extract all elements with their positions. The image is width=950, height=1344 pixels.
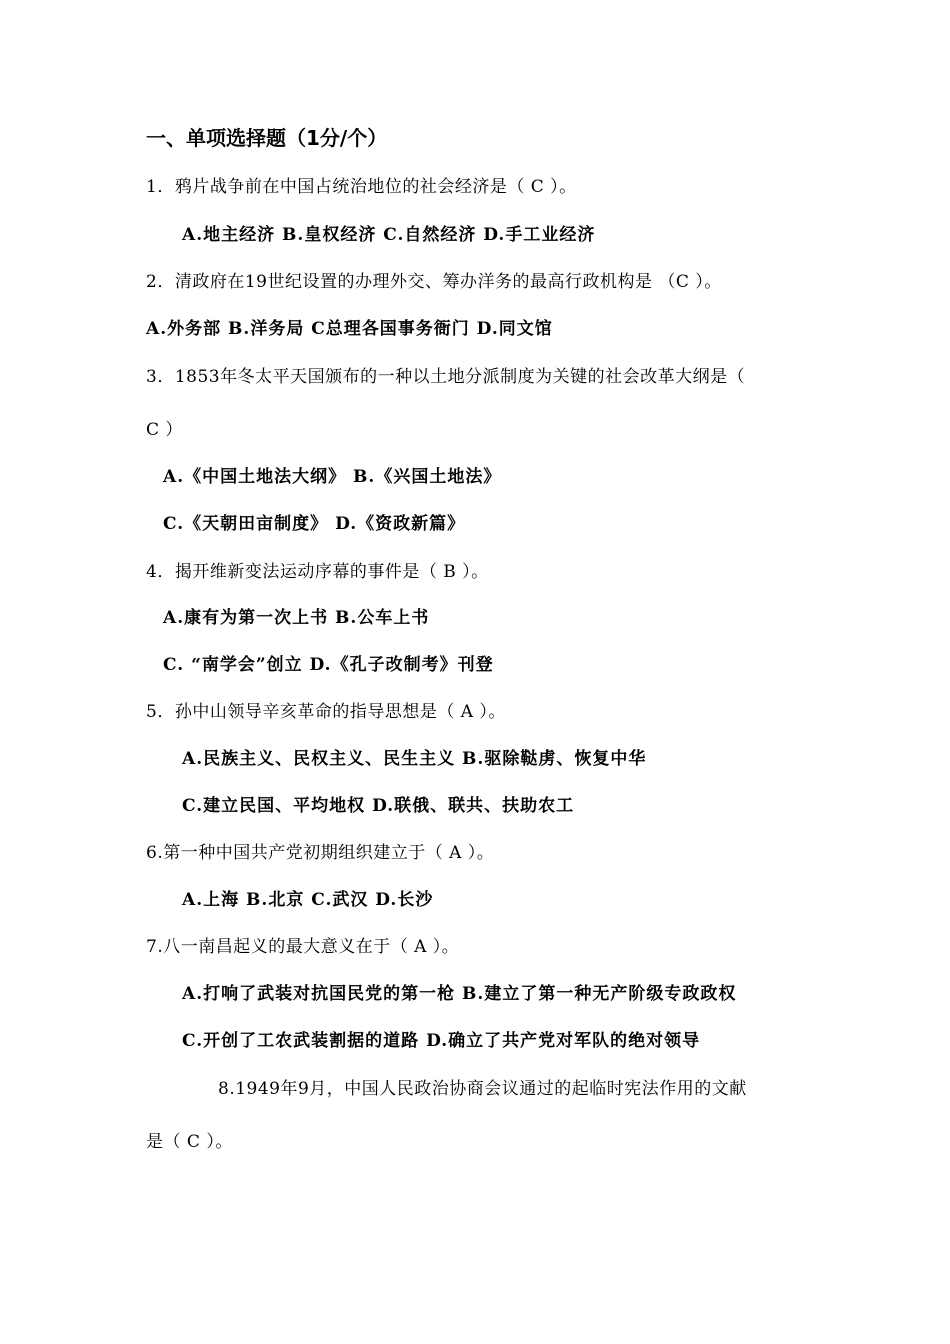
question-5-stem: 5．孙中山领导辛亥革命的指导思想是（ A ）。 [146,702,506,722]
question-3-options-line-2: C.《天朝田亩制度》 D.《资政新篇》 [163,514,466,534]
question-2-options: A.外务部 B.洋务局 C总理各国事务衙门 D.同文馆 [146,319,553,339]
question-4-options-line-2: C. “南学会”创立 D.《孔子改制考》刊登 [163,655,494,675]
question-1-options: A.地主经济 B.皇权经济 C.自然经济 D.手工业经济 [182,225,596,245]
question-8-stem-continued: 是（ C ）。 [146,1132,233,1152]
question-4-stem: 4．揭开维新变法运动序幕的事件是（ B ）。 [146,562,489,582]
question-8-stem: 8.1949年9月，中国人民政治协商会议通过的起临时宪法作用的文献 [218,1079,747,1099]
question-3-stem: 3．1853年冬太平天国颁布的一种以土地分派制度为关键的社会改革大纲是（ [146,367,746,387]
question-6-options: A.上海 B.北京 C.武汉 D.长沙 [182,890,434,910]
question-6-stem: 6.第一种中国共产党初期组织建立于（ A ）。 [146,843,495,863]
question-4-options-line-1: A.康有为第一次上书 B.公车上书 [163,608,430,628]
question-7-stem: 7.八一南昌起义的最大意义在于（ A ）。 [146,937,460,957]
question-5-options-line-2: C.建立民国、平均地权 D.联俄、联共、扶助农工 [182,796,575,816]
section-title: 一、单项选择题（1分/个） [146,126,388,150]
question-3-stem-continued: C ） [146,420,183,440]
question-2-stem: 2．清政府在19世纪设置的办理外交、筹办洋务的最高行政机构是 （C ）。 [146,272,722,292]
question-7-options-line-2: C.开创了工农武装割据的道路 D.确立了共产党对军队的绝对领导 [182,1031,701,1051]
question-1-stem: 1．鸦片战争前在中国占统治地位的社会经济是（ C ）。 [146,177,577,197]
question-5-options-line-1: A.民族主义、民权主义、民生主义 B.驱除鞑虏、恢复中华 [182,749,647,769]
question-7-options-line-1: A.打响了武装对抗国民党的第一枪 B.建立了第一种无产阶级专政政权 [182,984,737,1004]
question-3-options-line-1: A.《中国土地法大纲》 B.《兴国土地法》 [163,467,502,487]
